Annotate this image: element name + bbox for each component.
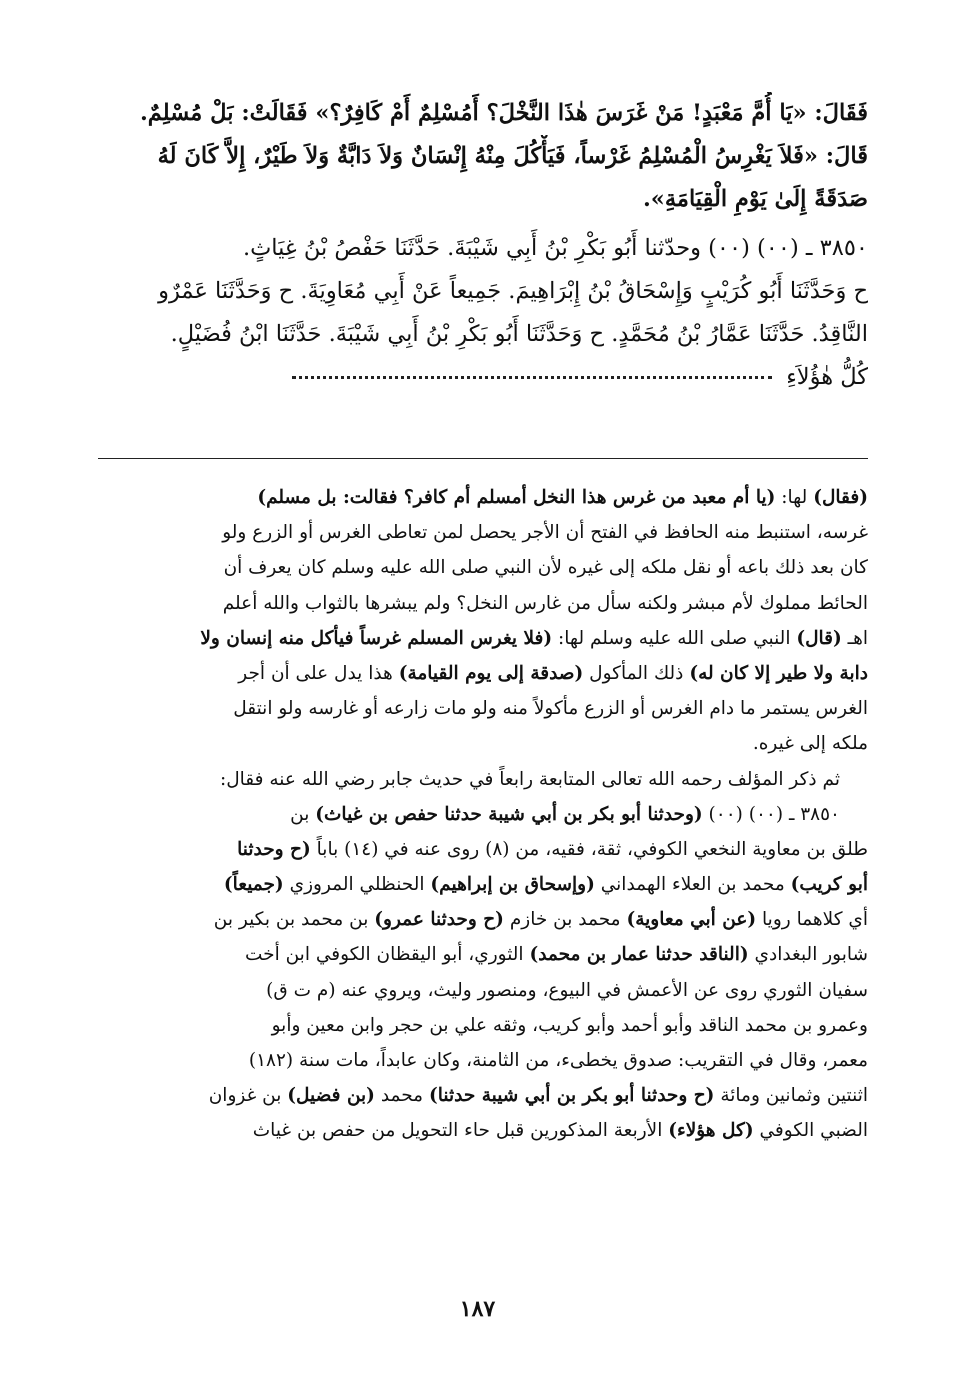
commentary-bold: (وحدثنا أبو بكر بن أبي شيبة حدثنا حفص بن غياث) <box>315 803 703 825</box>
hadith-line-5 <box>98 270 868 313</box>
hadith-line-3 <box>98 178 868 221</box>
commentary-line <box>98 937 868 972</box>
commentary-line <box>98 1078 868 1113</box>
commentary-line <box>98 691 868 726</box>
commentary-line <box>98 550 868 585</box>
commentary-text: لها: <box>781 487 808 508</box>
commentary-text: ذلك المأكول <box>589 662 684 684</box>
continuation-dots <box>292 356 772 379</box>
hadith-line-4 <box>98 227 868 270</box>
commentary-bold: (صدقة إلى يوم القيامة) <box>398 662 584 684</box>
commentary-line <box>98 656 868 691</box>
commentary-line <box>98 515 868 550</box>
commentary-bold: (فقال) <box>813 487 868 508</box>
commentary-line <box>98 1008 868 1043</box>
commentary-text: كان بعد ذلك باعه أو نقل ملكه إلى غيره لأن النبي صلى الله عليه وسلم كان يعرف أن <box>223 557 868 579</box>
commentary-bold: (جميعاً) <box>223 874 284 896</box>
commentary-line <box>98 586 868 621</box>
commentary-line <box>98 797 868 832</box>
commentary-bold: (وإسحاق بن إبراهيم) <box>430 874 595 896</box>
hadith-line-6-text: النَّاقِدُ. حَدَّثَنَا عَمَّارُ بْنُ مُحَمَّدٍ. ح وَحَدَّثَنَا أَبُو بَكْرِ بْنُ أَبِي شَيْبَةَ. حَدَّثَنَا ابْنُ فُضَيْلٍ. <box>170 321 868 347</box>
commentary-text: بن محمد بن بكير بن <box>213 909 369 931</box>
commentary-line <box>98 902 868 937</box>
commentary-text: أي كلاهما رويا <box>762 909 868 931</box>
commentary-line <box>98 1043 868 1078</box>
commentary-block <box>98 480 868 1149</box>
commentary-bold: (يا أم معبد من غرس هذا النخل أمسلم أم كافر؟ فقالت: بل مسلم) <box>257 487 776 508</box>
commentary-bold: (ح وحدثنا <box>237 838 311 860</box>
commentary-text: الغرس يستمر ما دام الغرس أو الزرع مأكولاً منه ولو مات زارعه أو غارسه ولو انتقل <box>233 698 868 720</box>
commentary-text: وعمرو بن محمد الناقد وأبو أحمد وأبو كريب، وثقه علي بن حجر وابن معين وأبو <box>271 1014 868 1036</box>
commentary-text: محمد بن خازم <box>509 909 621 931</box>
commentary-text: الأربعة المذكورين قبل حاء التحويل من حفص بن غياث <box>252 1120 663 1142</box>
commentary-text: الحائط مملوك لأم مبشر ولكنه سأل من غارس النخل؟ ولم يبشرها بالثواب والله أعلم <box>222 592 868 614</box>
commentary-text: ملكه إلى غيره. <box>752 733 868 755</box>
commentary-bold: (قال) <box>796 627 842 649</box>
commentary-bold: (ح وحدثنا عمرو) <box>374 909 504 931</box>
commentary-bold: (ح وحدثنا أبو بكر بن أبي شيبة حدثنا) <box>428 1085 715 1107</box>
commentary-text: هذا يدل على أن أجر <box>238 662 393 684</box>
commentary-line <box>98 973 868 1008</box>
commentary-text: اهـ <box>847 627 868 649</box>
commentary-text: ثم ذكر المؤلف رحمه الله تعالى المتابعة رابعاً في حديث جابر رضي الله عنه فقال: <box>220 768 840 790</box>
hadith-line-2 <box>98 135 868 178</box>
commentary-text: الحنظلي المروزي <box>289 874 425 896</box>
commentary-line <box>98 480 868 515</box>
commentary-text: النبي صلى الله عليه وسلم لها: <box>558 627 791 649</box>
hadith-line-4-text: ٣٨٥٠ ـ (٠٠) (٠٠) وحدّثنا أَبُو بَكْرِ بْنُ أَبِي شَيْبَةَ. حَدَّثَنَا حَفْصُ بْنُ غِيَاثٍ. <box>242 235 868 261</box>
commentary-text: محمد بن العلاء الهمداني <box>600 874 785 896</box>
commentary-text: محمد <box>380 1085 424 1107</box>
hadith-line-1-text: فَقَالَ: «يَا أُمَّ مَعْبَدٍ! مَنْ غَرَسَ هٰذَا النَّخْلَ؟ أَمُسْلِمٌ أَمْ كَافِرٌ؟» فَقَالَتْ: بَلْ مُسْلِمٌ. <box>139 100 868 126</box>
commentary-line <box>98 726 868 761</box>
commentary-bold: (كل هؤلاء) <box>668 1120 754 1142</box>
commentary-line <box>98 762 868 797</box>
commentary-line <box>98 867 868 902</box>
page-number: ١٨٧ <box>459 1296 496 1322</box>
separator-rule <box>98 458 868 459</box>
commentary-bold: دابة ولا طير إلا كان له) <box>689 662 868 684</box>
hadith-line-7-text: كُلُّ هٰؤُلاَءِ <box>786 364 868 390</box>
commentary-bold: أبو كريب) <box>790 874 868 896</box>
hadith-line-5-text: ح وَحَدَّثَنَا أَبُو كُرَيْبٍ وَإِسْحَاقُ بْنُ إِبْرَاهِيمَ. جَمِيعاً عَنْ أَبِي مُعَاوِيَةَ. ح وَحَدَّثَنَا عَمْرٌو <box>158 278 868 304</box>
commentary-text: الضبي الكوفي <box>759 1120 868 1142</box>
hadith-line-1 <box>98 92 868 135</box>
hadith-line-7 <box>98 356 868 399</box>
commentary-text: سفيان الثوري روى عن الأعمش في البيوع، ومنصور وليث، ويروي عنه (م ت ق) <box>266 979 868 1001</box>
commentary-bold: (فلا يغرس المسلم غرساً فيأكل منه إنسان ولا <box>200 627 553 649</box>
commentary-line <box>98 832 868 867</box>
commentary-text: اثنتين وثمانين ومائة <box>720 1085 868 1107</box>
commentary-text: معمر، وقال في التقريب: صدوق يخطىء، من الثامنة، وكان عابداً، مات سنة (١٨٢) <box>248 1050 868 1071</box>
commentary-text: بن <box>290 803 310 825</box>
commentary-line <box>98 621 868 656</box>
hadith-line-2-text: قَالَ: «فَلاَ يَغْرِسُ الْمُسْلِمُ غَرْساً، فَيَأْكُلَ مِنْهُ إِنْسَانٌ وَلاَ دَابَّةٌ وَلاَ طَيْرٌ، إِلاَّ كَانَ لَهُ <box>157 143 868 169</box>
commentary-line <box>98 1113 868 1148</box>
hadith-line-3-text: صَدَقَةً إِلَىٰ يَوْمِ الْقِيَامَةِ». <box>642 186 868 212</box>
hadith-line-6 <box>98 313 868 356</box>
commentary-text: شابور البغدادي <box>754 944 868 966</box>
commentary-bold: (الناقد حدثنا عمار بن محمد) <box>529 944 749 966</box>
hadith-text-block <box>98 92 868 399</box>
commentary-text: بن غزوان <box>208 1085 282 1107</box>
commentary-text: طلق بن معاوية النخعي الكوفي، ثقة، فقيه، من (٨) روى عنه في (١٤) باباً <box>316 838 868 860</box>
commentary-text: غرسه، استنبط منه الحافظ في الفتح أن الأجر يحصل لمن تعاطى الغرس أو الزرع ولو <box>222 522 868 544</box>
commentary-bold: (عن أبي معاوية) <box>626 909 757 931</box>
commentary-text: ٣٨٥٠ ـ (٠٠) (٠٠) <box>708 803 840 825</box>
commentary-text: الثوري، أبو اليقظان الكوفي ابن أخت <box>244 944 524 966</box>
commentary-bold: (بن فضيل) <box>287 1085 375 1107</box>
